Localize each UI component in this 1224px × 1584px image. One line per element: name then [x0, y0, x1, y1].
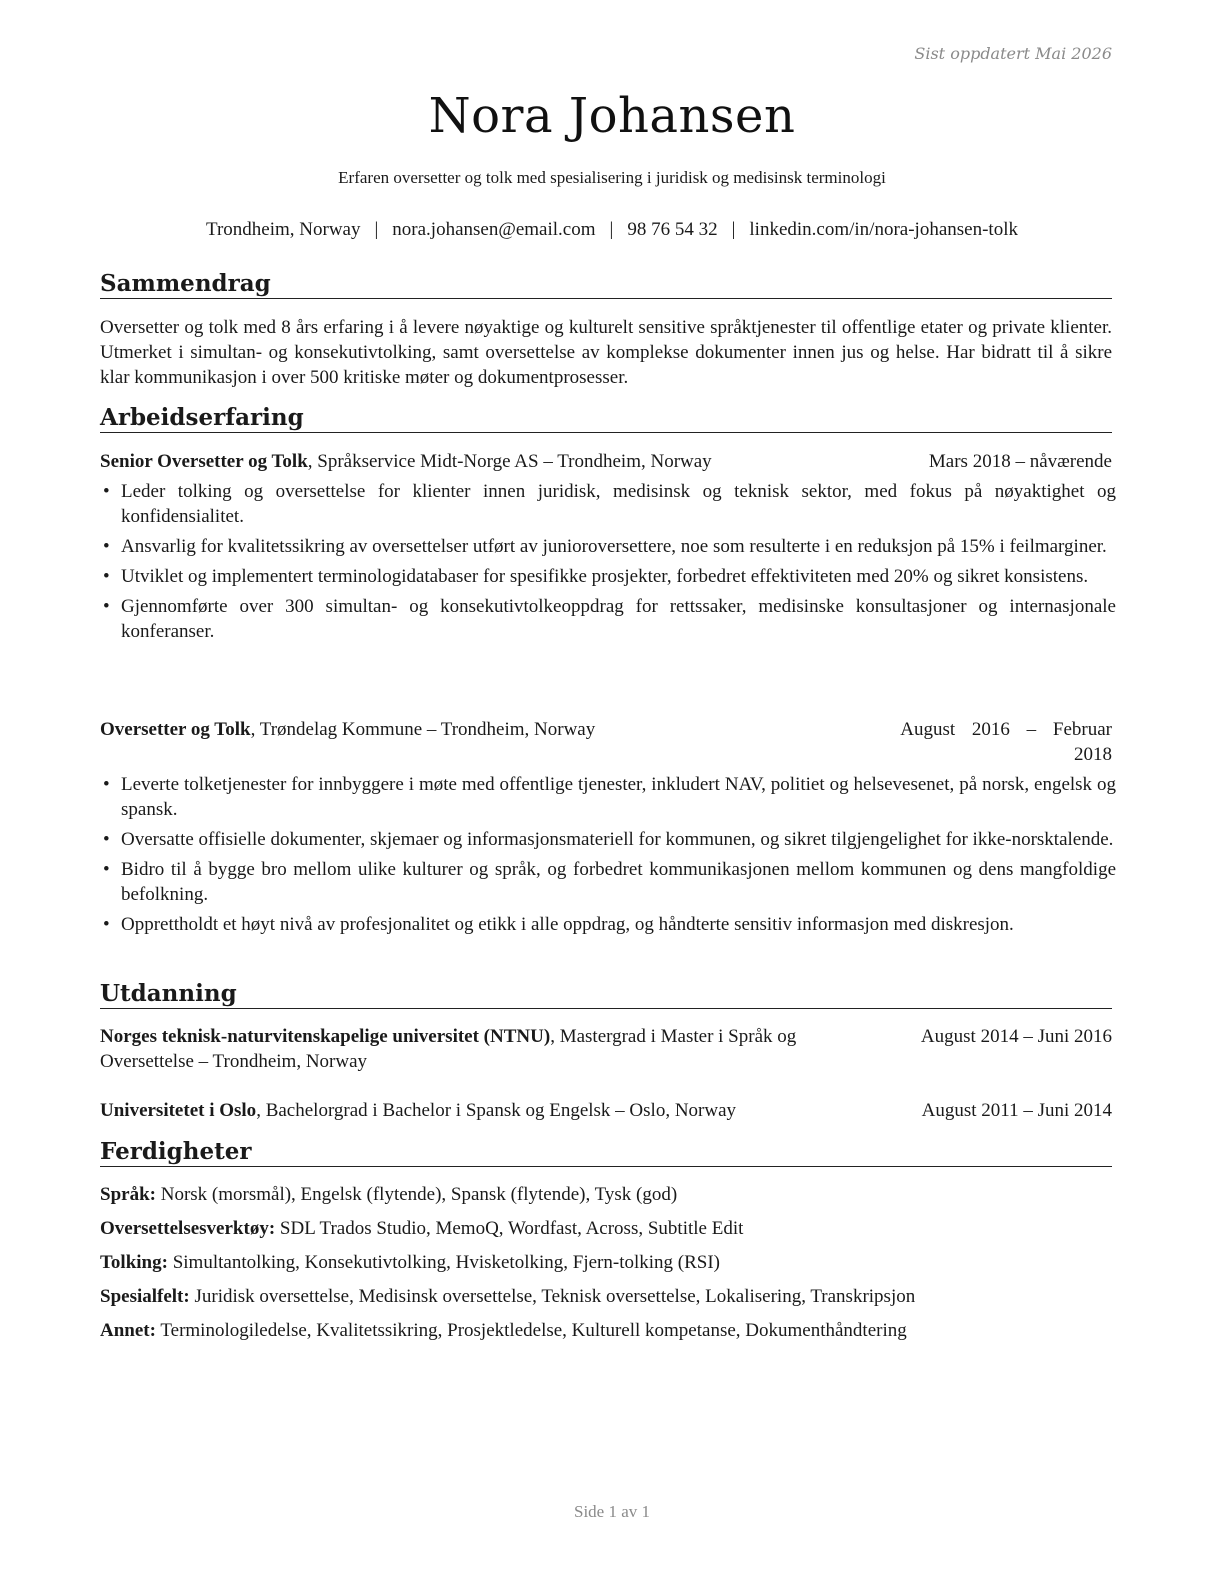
- skill-value: Simultantolking, Konsekutivtolking, Hvisketolking, Fjern-tolking (RSI): [167, 1252, 721, 1273]
- job-bullets: [100, 479, 1116, 649]
- bullet-icon: •: [103, 596, 110, 617]
- summary-text: Oversetter og tolk med 8 års erfaring i å levere nøyaktige og kulturelt sensitive språktjenester til offentlige etater og private klienter. Utmerket i simultan- og konsekutivtolking, samt oversettelse av komplekse dokumenter innen jus og helse. Har bidratt til å sikre klar kommunikasjon i over 500 kritiske møter og dokumentprosesser.: [100, 317, 1112, 388]
- contact-phone: 98 76 54 32: [627, 219, 718, 240]
- bullet-text: Opprettholdt et høyt nivå av profesjonalitet og etikk i alle oppdrag, og håndterte sensitiv informasjon med diskresjon.: [121, 914, 1014, 935]
- job-title: Oversetter og Tolk: [100, 719, 251, 740]
- skill-label: Språk:: [100, 1184, 156, 1205]
- bullet-icon: •: [103, 774, 110, 795]
- job-dates: [900, 717, 1112, 767]
- bullet-icon: •: [103, 536, 110, 557]
- list-item: [100, 857, 1116, 907]
- contact-separator: |: [374, 219, 379, 240]
- bullet-text: Utviklet og implementert terminologidatabaser for spesifikke prosjekter, forbedret effektiviteten med 20% og sikret konsistens.: [121, 566, 1089, 587]
- last-updated: Sist oppdatert Mai 2026: [914, 44, 1112, 63]
- list-item: [100, 772, 1116, 822]
- job-org: , Språkservice Midt-Norge AS – Trondheim, Norway: [307, 451, 712, 472]
- bullet-text: Ansvarlig for kvalitetssikring av oversettelser utført av junioroversettere, noe som resulterte i en reduksjon på 15% i feilmarginer.: [121, 536, 1107, 557]
- skill-label: Annet:: [100, 1320, 156, 1341]
- skills-list: [100, 1182, 1112, 1352]
- section-heading-experience: Arbeidserfaring: [100, 404, 1112, 433]
- school-name: Norges teknisk-naturvitenskapelige universitet (NTNU): [100, 1026, 551, 1047]
- degree: , Bachelorgrad i Bachelor i Spansk og Engelsk – Oslo, Norway: [256, 1100, 737, 1121]
- bullet-text: Oversatte offisielle dokumenter, skjemaer og informasjonsmateriell for kommunen, og sikret tilgjengelighet for ikke-norsktalende.: [121, 829, 1114, 850]
- job-bullets: [100, 772, 1116, 942]
- bullet-text: Bidro til å bygge bro mellom ulike kulturer og språk, og forbedret kommunikasjonen mellom kommunen og dens mangfoldige befolkning.: [121, 859, 1116, 905]
- skill-row: [100, 1250, 1112, 1284]
- skill-value: Juridisk oversettelse, Medisinsk oversettelse, Teknisk oversettelse, Lokalisering, Transkripsjon: [189, 1286, 916, 1307]
- job-header: [100, 449, 1112, 474]
- person-name: Nora Johansen: [428, 88, 796, 144]
- skill-value: Norsk (morsmål), Engelsk (flytende), Spansk (flytende), Tysk (god): [155, 1184, 678, 1205]
- contact-linkedin[interactable]: linkedin.com/in/nora-johansen-tolk: [749, 219, 1018, 240]
- degree-line2: Oversettelse – Trondheim, Norway: [100, 1051, 368, 1072]
- job-title: Senior Oversetter og Tolk: [100, 451, 308, 472]
- skill-label: Spesialfelt:: [100, 1286, 190, 1307]
- page-number: Side 1 av 1: [573, 1502, 651, 1521]
- contact-email[interactable]: nora.johansen@email.com: [392, 219, 596, 240]
- job-header: [100, 717, 1112, 765]
- list-item: [100, 534, 1116, 559]
- bullet-icon: •: [103, 859, 110, 880]
- contact-location: Trondheim, Norway: [206, 219, 361, 240]
- bullet-text: Leverte tolketjenester for innbyggere i møte med offentlige tjenester, inkludert NAV, politiet og helsevesenet, på norsk, engelsk og spansk.: [121, 774, 1116, 820]
- skill-row: [100, 1284, 1112, 1318]
- contact-line: [0, 219, 1224, 241]
- education-entry: [100, 1098, 1112, 1123]
- contact-separator: |: [609, 219, 614, 240]
- skill-row: [100, 1216, 1112, 1250]
- bullet-icon: •: [103, 914, 110, 935]
- skill-label: Tolking:: [100, 1252, 168, 1273]
- skill-row: [100, 1318, 1112, 1352]
- education-entry: [100, 1024, 1112, 1074]
- list-item: [100, 564, 1116, 589]
- skill-value: SDL Trados Studio, MemoQ, Wordfast, Across, Subtitle Edit: [275, 1218, 744, 1239]
- job-dates-line2: 2018: [1074, 744, 1112, 765]
- section-heading-skills: Ferdigheter: [100, 1138, 1112, 1167]
- bullet-icon: •: [103, 829, 110, 850]
- contact-separator: |: [731, 219, 736, 240]
- bullet-icon: •: [103, 566, 110, 587]
- section-heading-education: Utdanning: [100, 980, 1112, 1009]
- education-dates: August 2014 – Juni 2016: [920, 1026, 1112, 1047]
- tagline: Erfaren oversetter og tolk med spesialisering i juridisk og medisinsk terminologi: [338, 168, 886, 187]
- list-item: [100, 479, 1116, 529]
- skill-label: Oversettelsesverktøy:: [100, 1218, 276, 1239]
- education-dates: August 2011 – Juni 2014: [921, 1100, 1112, 1121]
- skill-value: Terminologiledelse, Kvalitetssikring, Prosjektledelse, Kulturell kompetanse, Dokumenthåndtering: [155, 1320, 907, 1341]
- section-heading-summary: Sammendrag: [100, 270, 1112, 299]
- degree: , Mastergrad i Master i Språk og: [550, 1026, 797, 1047]
- list-item: [100, 594, 1116, 644]
- bullet-text: Leder tolking og oversettelse for klienter innen juridisk, medisinsk og teknisk sektor, med fokus på nøyaktighet og konfidensialitet.: [121, 481, 1116, 527]
- list-item: [100, 912, 1116, 937]
- job-dates-line1: August 2016 – Februar: [900, 719, 1112, 740]
- bullet-text: Gjennomførte over 300 simultan- og konsekutivtolkeoppdrag for rettssaker, medisinske konsultasjoner og internasjonale konferanser.: [121, 596, 1116, 642]
- job-org: , Trøndelag Kommune – Trondheim, Norway: [250, 719, 596, 740]
- skill-row: [100, 1182, 1112, 1216]
- list-item: [100, 827, 1116, 852]
- job-dates: Mars 2018 – nåværende: [928, 451, 1112, 472]
- school-name: Universitetet i Oslo: [100, 1100, 257, 1121]
- bullet-icon: •: [103, 481, 110, 502]
